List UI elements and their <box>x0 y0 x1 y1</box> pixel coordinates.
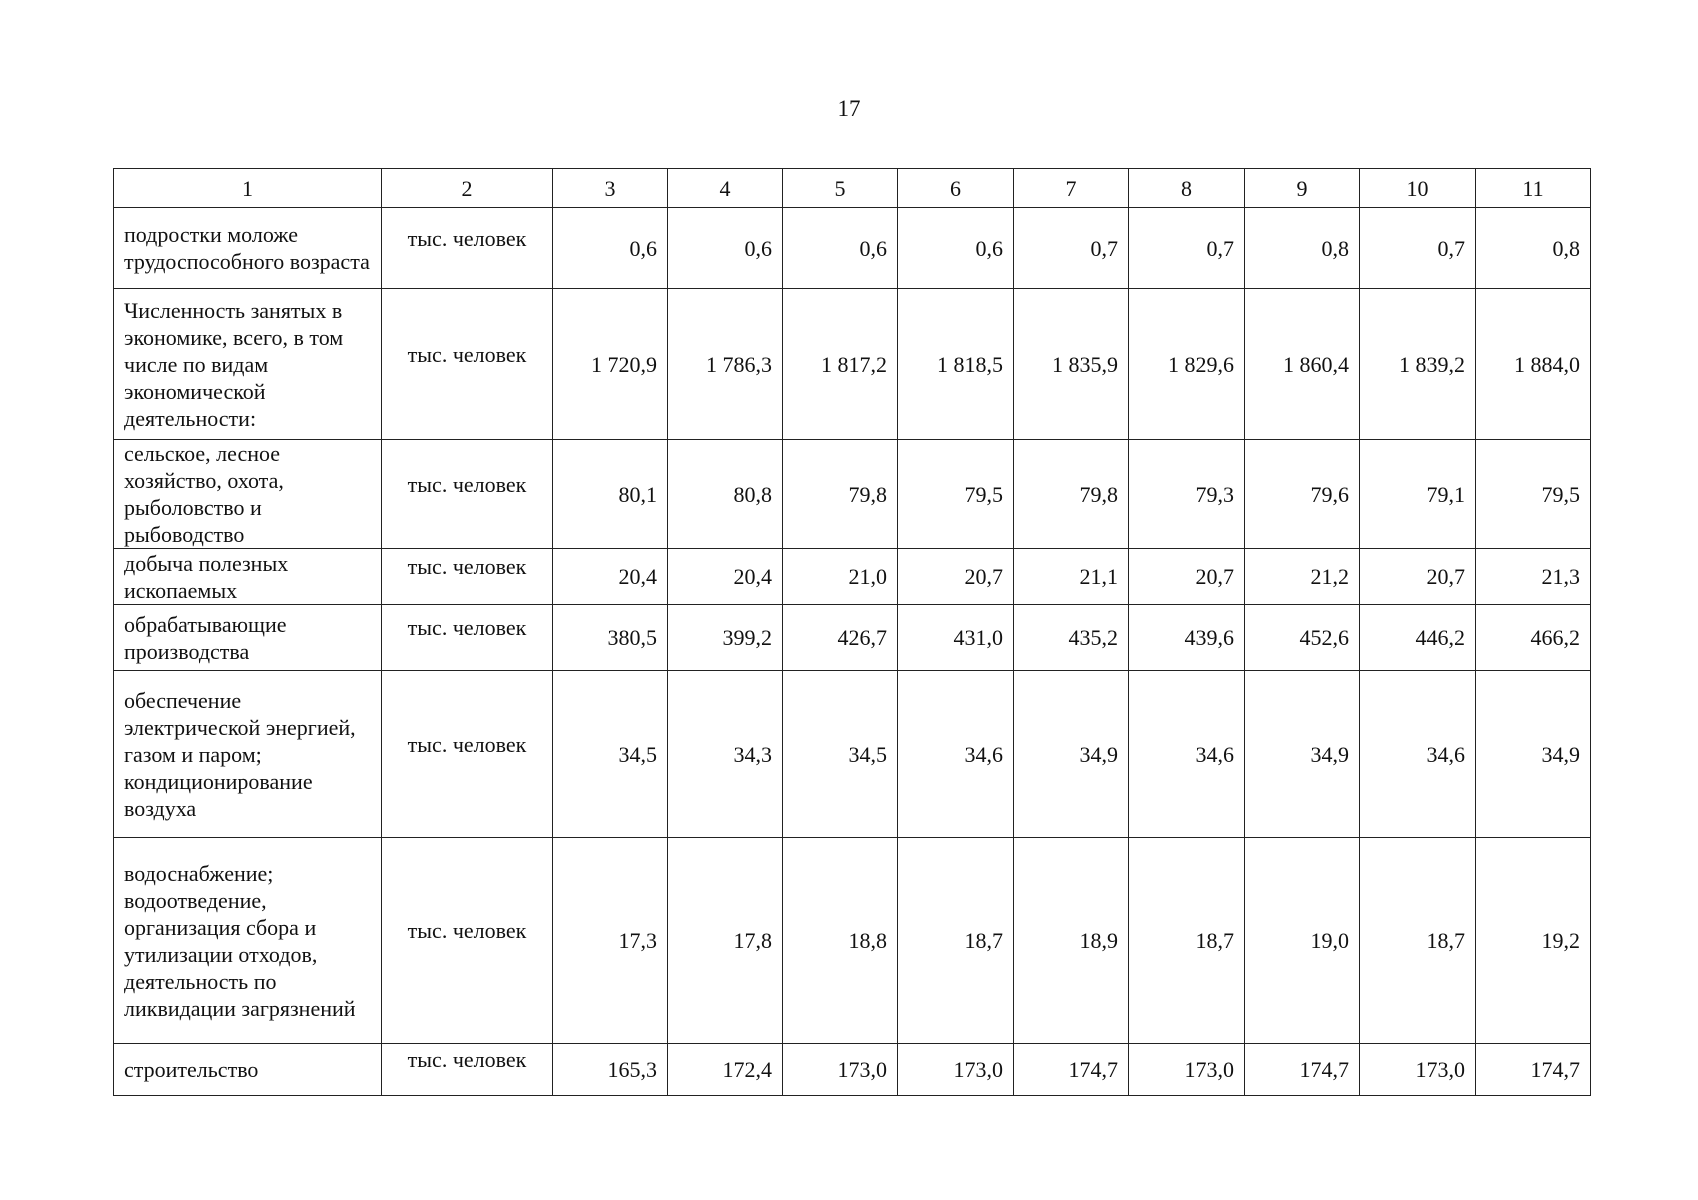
value-cell: 174,7 <box>1245 1044 1360 1096</box>
value-cell: 34,9 <box>1476 671 1591 838</box>
value-cell: 1 829,6 <box>1129 289 1245 440</box>
value-cell: 174,7 <box>1476 1044 1591 1096</box>
unit-cell <box>382 549 553 605</box>
row-label: добыча полезных ископаемых <box>114 549 382 605</box>
value-cell: 1 839,2 <box>1360 289 1476 440</box>
unit-cell <box>382 671 553 838</box>
value-cell: 34,5 <box>553 671 668 838</box>
unit-label: тыс. человек <box>407 918 527 943</box>
header-cell: 4 <box>668 169 783 208</box>
value-cell: 20,4 <box>553 549 668 605</box>
unit-cell <box>382 838 553 1044</box>
value-cell: 399,2 <box>668 605 783 671</box>
value-cell: 173,0 <box>783 1044 898 1096</box>
value-cell: 380,5 <box>553 605 668 671</box>
value-cell: 80,1 <box>553 440 668 549</box>
value-cell: 21,0 <box>783 549 898 605</box>
value-cell: 1 835,9 <box>1014 289 1129 440</box>
header-cell: 3 <box>553 169 668 208</box>
table-row <box>114 1044 1591 1096</box>
value-cell: 0,8 <box>1245 208 1360 289</box>
unit-label: тыс. человек <box>407 341 527 367</box>
value-cell: 1 786,3 <box>668 289 783 440</box>
table-row <box>114 549 1591 605</box>
header-cell: 8 <box>1129 169 1245 208</box>
unit-label: тыс. человек <box>407 615 527 640</box>
value-cell: 34,5 <box>783 671 898 838</box>
value-cell: 34,6 <box>1129 671 1245 838</box>
value-cell: 19,0 <box>1245 838 1360 1044</box>
row-label: строительство <box>114 1044 382 1096</box>
value-cell: 79,5 <box>898 440 1014 549</box>
value-cell: 172,4 <box>668 1044 783 1096</box>
value-cell: 34,9 <box>1014 671 1129 838</box>
value-cell: 1 860,4 <box>1245 289 1360 440</box>
row-label: подростки моложе трудоспособного возраста <box>114 208 382 289</box>
value-cell: 21,3 <box>1476 549 1591 605</box>
row-label: обеспечение электрической энергией, газом и паром; кондиционирование воздуха <box>114 671 382 838</box>
table-row <box>114 838 1591 1044</box>
unit-cell <box>382 1044 553 1096</box>
value-cell: 18,9 <box>1014 838 1129 1044</box>
header-cell: 6 <box>898 169 1014 208</box>
unit-cell <box>382 440 553 549</box>
value-cell: 18,7 <box>1129 838 1245 1044</box>
value-cell: 18,7 <box>1360 838 1476 1044</box>
page-number: 17 <box>837 96 861 121</box>
value-cell: 466,2 <box>1476 605 1591 671</box>
header-cell: 5 <box>783 169 898 208</box>
value-cell: 34,3 <box>668 671 783 838</box>
value-cell: 0,6 <box>783 208 898 289</box>
value-cell: 79,8 <box>1014 440 1129 549</box>
value-cell: 18,7 <box>898 838 1014 1044</box>
unit-cell <box>382 289 553 440</box>
value-cell: 79,8 <box>783 440 898 549</box>
header-cell: 10 <box>1360 169 1476 208</box>
value-cell: 439,6 <box>1129 605 1245 671</box>
table-row <box>114 605 1591 671</box>
value-cell: 21,2 <box>1245 549 1360 605</box>
value-cell: 79,5 <box>1476 440 1591 549</box>
row-label: сельское, лесное хозяйство, охота, рыболовство и рыбоводство <box>114 440 382 549</box>
unit-label: тыс. человек <box>407 1047 527 1072</box>
value-cell: 80,8 <box>668 440 783 549</box>
unit-cell <box>382 605 553 671</box>
value-cell: 17,8 <box>668 838 783 1044</box>
value-cell: 173,0 <box>1129 1044 1245 1096</box>
value-cell: 1 817,2 <box>783 289 898 440</box>
value-cell: 0,6 <box>553 208 668 289</box>
value-cell: 20,7 <box>1360 549 1476 605</box>
value-cell: 426,7 <box>783 605 898 671</box>
value-cell: 79,3 <box>1129 440 1245 549</box>
value-cell: 1 884,0 <box>1476 289 1591 440</box>
value-cell: 20,4 <box>668 549 783 605</box>
value-cell: 431,0 <box>898 605 1014 671</box>
header-cell: 1 <box>114 169 382 208</box>
unit-label: тыс. человек <box>407 554 527 579</box>
row-label: водоснабжение; водоотведение, организация сбора и утилизации отходов, деятельность по ликвидации загрязнений <box>114 838 382 1044</box>
value-cell: 18,8 <box>783 838 898 1044</box>
value-cell: 0,8 <box>1476 208 1591 289</box>
header-cell: 7 <box>1014 169 1129 208</box>
value-cell: 446,2 <box>1360 605 1476 671</box>
value-cell: 79,1 <box>1360 440 1476 549</box>
value-cell: 0,7 <box>1360 208 1476 289</box>
value-cell: 452,6 <box>1245 605 1360 671</box>
value-cell: 0,6 <box>898 208 1014 289</box>
value-cell: 0,7 <box>1014 208 1129 289</box>
value-cell: 21,1 <box>1014 549 1129 605</box>
header-cell: 9 <box>1245 169 1360 208</box>
value-cell: 173,0 <box>898 1044 1014 1096</box>
row-label: Численность занятых в экономике, всего, в том числе по видам экономической деятельности: <box>114 289 382 440</box>
value-cell: 1 720,9 <box>553 289 668 440</box>
value-cell: 34,6 <box>898 671 1014 838</box>
value-cell: 0,6 <box>668 208 783 289</box>
unit-label: тыс. человек <box>407 731 527 757</box>
value-cell: 0,7 <box>1129 208 1245 289</box>
table-header-row <box>114 169 1591 208</box>
value-cell: 34,6 <box>1360 671 1476 838</box>
value-cell: 435,2 <box>1014 605 1129 671</box>
value-cell: 174,7 <box>1014 1044 1129 1096</box>
table-row <box>114 289 1591 440</box>
value-cell: 20,7 <box>898 549 1014 605</box>
row-label: обрабатывающие производства <box>114 605 382 671</box>
value-cell: 34,9 <box>1245 671 1360 838</box>
table-row <box>114 671 1591 838</box>
table-row <box>114 208 1591 289</box>
data-table <box>113 168 1591 1096</box>
unit-label: тыс. человек <box>407 225 527 251</box>
unit-label: тыс. человек <box>407 471 527 497</box>
value-cell: 17,3 <box>553 838 668 1044</box>
value-cell: 20,7 <box>1129 549 1245 605</box>
header-cell: 11 <box>1476 169 1591 208</box>
table-row <box>114 440 1591 549</box>
value-cell: 79,6 <box>1245 440 1360 549</box>
value-cell: 173,0 <box>1360 1044 1476 1096</box>
value-cell: 165,3 <box>553 1044 668 1096</box>
unit-cell <box>382 208 553 289</box>
value-cell: 19,2 <box>1476 838 1591 1044</box>
value-cell: 1 818,5 <box>898 289 1014 440</box>
header-cell: 2 <box>382 169 553 208</box>
